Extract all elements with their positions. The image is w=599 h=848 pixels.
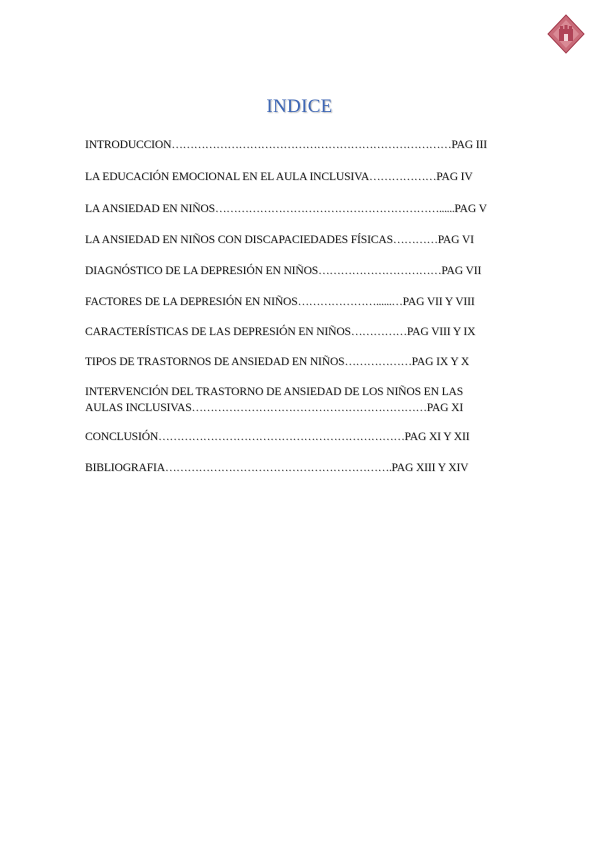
toc-entry-page: PAG VII Y VIII: [402, 296, 475, 308]
toc-leader-dots: …………………………………………………………………: [171, 139, 452, 151]
toc-entry-ansiedad-discapacidades: [85, 233, 474, 248]
toc-leader-dots: …………………......…: [297, 296, 403, 308]
toc-leader-dots: ……………………………………………………......: [214, 203, 455, 215]
toc-leader-dots: ……………: [350, 326, 407, 338]
toc-leader-dots: …………………………………………………………: [158, 431, 405, 443]
toc-entry-caracteristicas: [85, 325, 475, 340]
toc-leader-dots: …………: [392, 234, 438, 246]
toc-entry-title: DIAGNÓSTICO DE LA DEPRESIÓN EN NIÑOS: [85, 265, 319, 277]
toc-entry-tipos-trastornos: [85, 355, 469, 370]
toc-entry-title: CARACTERÍSTICAS DE LAS DEPRESIÓN EN NIÑOS: [85, 326, 351, 338]
toc-entry-title: TIPOS DE TRASTORNOS DE ANSIEDAD EN NIÑOS: [85, 356, 345, 368]
toc-leader-dots: ………………: [344, 356, 412, 368]
toc-entry-title: FACTORES DE LA DEPRESIÓN EN NIÑOS: [85, 296, 298, 308]
toc-entry-page: PAG III: [451, 139, 487, 151]
toc-entry-diagnostico: [85, 264, 481, 279]
toc-entry-title: LA ANSIEDAD EN NIÑOS CON DISCAPACIEDADES FÍSICAS: [85, 234, 393, 246]
toc-entry-title: INTRODUCCION: [85, 139, 172, 151]
toc-entry-factores: [85, 295, 475, 310]
toc-entry-page: PAG VI: [437, 234, 474, 246]
toc-entry-page: PAG VIII Y IX: [406, 326, 476, 338]
toc-leader-dots: …………………………………………………….: [164, 462, 392, 474]
toc-entry-title: INTERVENCIÓN DEL TRASTORNO DE ANSIEDAD DE LOS NIÑOS EN LAS: [85, 386, 463, 398]
toc-entry-page: PAG V: [454, 203, 487, 215]
toc-entry-intervencion-line2: [85, 401, 463, 416]
page-title: INDICE: [266, 96, 333, 117]
toc-entry-ansiedad: [85, 202, 487, 217]
toc-entry-title: BIBLIOGRAFIA: [85, 462, 165, 474]
toc-entry-page: PAG IV: [436, 171, 473, 183]
toc-entry-page: PAG XI: [426, 402, 464, 414]
toc-entry-educacion-emocional: [85, 170, 473, 185]
toc-entry-conclusion: [85, 430, 469, 445]
shield-icon: [546, 14, 586, 54]
toc-entry-title: CONCLUSIÓN: [85, 431, 159, 443]
toc-entry-title-continued: AULAS INCLUSIVAS: [85, 402, 192, 414]
toc-entry-page: PAG VII: [441, 265, 482, 277]
toc-entry-page: PAG XI Y XII: [404, 431, 470, 443]
toc-leader-dots: ………………: [369, 171, 437, 183]
toc-entry-page: PAG IX Y X: [411, 356, 470, 368]
toc-entry-bibliografia: [85, 461, 468, 476]
toc-entry-intervencion: [85, 385, 463, 400]
toc-entry-title: LA ANSIEDAD EN NIÑOS: [85, 203, 215, 215]
toc-leader-dots: ……………………………: [318, 265, 442, 277]
toc-entry-introduccion: [85, 138, 487, 153]
toc-entry-title: LA EDUCACIÓN EMOCIONAL EN EL AULA INCLUSIVA: [85, 171, 370, 183]
toc-leader-dots: ………………………………………………………: [191, 402, 427, 414]
toc-entry-page: PAG XIII Y XIV: [391, 462, 469, 474]
